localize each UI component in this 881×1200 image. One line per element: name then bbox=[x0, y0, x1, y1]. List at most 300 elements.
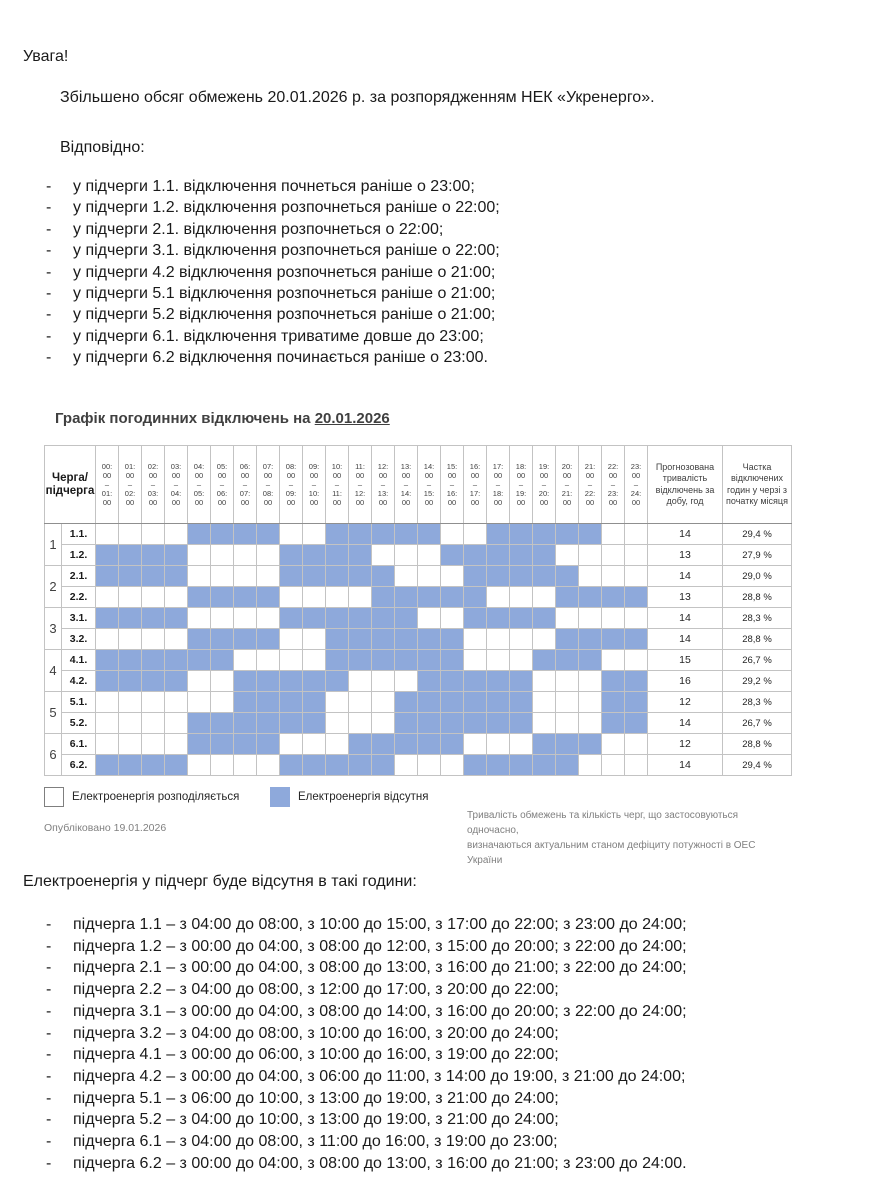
outage-hour-cell bbox=[464, 587, 487, 608]
power-on-hour-cell bbox=[556, 608, 579, 629]
outage-hour-cell bbox=[395, 629, 418, 650]
outage-hour-cell bbox=[487, 566, 510, 587]
forecast-hours-cell: 14 bbox=[648, 608, 723, 629]
bullet-dash: - bbox=[46, 937, 52, 955]
outage-hour-cell bbox=[142, 671, 165, 692]
subqueue-label-cell: 5.1. bbox=[62, 692, 96, 713]
power-on-hour-cell bbox=[372, 713, 395, 734]
power-on-hour-cell bbox=[280, 587, 303, 608]
outage-hour-cell bbox=[119, 545, 142, 566]
outage-hour-cell bbox=[556, 566, 579, 587]
outage-hour-cell bbox=[556, 587, 579, 608]
outage-hour-cell bbox=[556, 755, 579, 776]
list-item-text: підчерга 2.2 – з 04:00 до 08:00, з 12:00 до 17:00, з 20:00 до 22:00; bbox=[73, 981, 559, 999]
power-on-hour-cell bbox=[418, 545, 441, 566]
power-on-hour-cell bbox=[234, 545, 257, 566]
power-on-hour-cell bbox=[579, 545, 602, 566]
power-on-hour-cell bbox=[556, 671, 579, 692]
list-item bbox=[46, 262, 856, 283]
list-item-text: підчерга 1.1 – з 04:00 до 08:00, з 10:00 до 15:00, з 17:00 до 22:00; з 23:00 до 24:00; bbox=[73, 916, 687, 933]
power-on-hour-cell bbox=[556, 545, 579, 566]
outage-hour-cell bbox=[119, 755, 142, 776]
outage-hour-cell bbox=[533, 650, 556, 671]
outage-hour-cell bbox=[395, 587, 418, 608]
outage-hour-cell bbox=[303, 713, 326, 734]
outage-table bbox=[44, 445, 792, 776]
list-item-text: у підчерги 6.2 відключення починається раніше о 23:00. bbox=[73, 349, 488, 367]
queue-number-cell: 2 bbox=[45, 566, 62, 608]
power-on-hour-cell bbox=[395, 671, 418, 692]
power-on-hour-cell bbox=[188, 566, 211, 587]
outage-hour-cell bbox=[487, 692, 510, 713]
chart-legend bbox=[44, 787, 428, 807]
outage-hour-cell bbox=[188, 713, 211, 734]
power-on-hour-cell bbox=[487, 650, 510, 671]
outage-hour-cell bbox=[602, 713, 625, 734]
power-on-hour-cell bbox=[395, 566, 418, 587]
forecast-hours-cell: 15 bbox=[648, 650, 723, 671]
outage-hour-cell bbox=[533, 566, 556, 587]
outage-hour-cell bbox=[510, 755, 533, 776]
subqueue-label-cell: 1.2. bbox=[62, 545, 96, 566]
power-on-hour-cell bbox=[533, 629, 556, 650]
power-on-hour-cell bbox=[372, 671, 395, 692]
outage-hour-cell bbox=[142, 545, 165, 566]
power-on-hour-cell bbox=[533, 587, 556, 608]
chart-title-date: 20.01.2026 bbox=[314, 410, 390, 427]
power-on-hour-cell bbox=[602, 545, 625, 566]
list-item bbox=[46, 1044, 871, 1066]
power-on-hour-cell bbox=[556, 713, 579, 734]
outage-hour-cell bbox=[510, 545, 533, 566]
outage-hour-cell bbox=[165, 650, 188, 671]
power-on-hour-cell bbox=[602, 524, 625, 545]
power-on-hour-cell bbox=[188, 755, 211, 776]
power-on-hour-cell bbox=[119, 734, 142, 755]
power-on-hour-cell bbox=[510, 650, 533, 671]
outage-hour-cell bbox=[418, 650, 441, 671]
list-item-text: підчерга 3.2 – з 04:00 до 08:00, з 10:00 до 16:00, з 20:00 до 24:00; bbox=[73, 1024, 559, 1042]
forecast-hours-cell: 13 bbox=[648, 587, 723, 608]
forecast-hours-cell: 14 bbox=[648, 755, 723, 776]
power-on-hour-cell bbox=[303, 587, 326, 608]
outage-hour-cell bbox=[119, 650, 142, 671]
power-on-hour-cell bbox=[533, 671, 556, 692]
power-on-hour-cell bbox=[96, 692, 119, 713]
outage-hour-cell bbox=[441, 713, 464, 734]
outage-hour-cell bbox=[211, 587, 234, 608]
published-date: Опубліковано 19.01.2026 bbox=[44, 822, 167, 834]
bullet-dash: - bbox=[46, 199, 52, 217]
outage-hour-cell bbox=[395, 692, 418, 713]
list-item-text: підчерга 6.2 – з 00:00 до 04:00, з 08:00 до 13:00, з 16:00 до 21:00; з 23:00 до 24:00. bbox=[73, 1154, 687, 1172]
forecast-hours-cell: 13 bbox=[648, 545, 723, 566]
outage-hour-cell bbox=[188, 629, 211, 650]
outage-hour-cell bbox=[326, 650, 349, 671]
outage-hour-cell bbox=[556, 524, 579, 545]
hour-header-cell: 05: 00 – 06: 00 bbox=[211, 446, 234, 524]
hour-header-cell: 08: 00 – 09: 00 bbox=[280, 446, 303, 524]
outage-hour-cell bbox=[510, 524, 533, 545]
outage-hour-cell bbox=[234, 524, 257, 545]
outage-hour-cell bbox=[303, 755, 326, 776]
bullet-dash: - bbox=[46, 1024, 52, 1042]
queue-number-cell: 6 bbox=[45, 734, 62, 776]
power-on-hour-cell bbox=[188, 692, 211, 713]
share-percent-cell: 27,9 % bbox=[723, 545, 792, 566]
subqueue-label-cell: 1.1. bbox=[62, 524, 96, 545]
outage-hour-cell bbox=[280, 566, 303, 587]
forecast-duration-header: Прогнозована тривалість відключень за добу, год bbox=[648, 446, 723, 524]
hour-header-cell: 02: 00 – 03: 00 bbox=[142, 446, 165, 524]
power-on-hour-cell bbox=[234, 755, 257, 776]
list-item bbox=[46, 283, 856, 304]
bullet-dash: - bbox=[46, 981, 52, 999]
bullet-dash: - bbox=[46, 1067, 52, 1085]
outage-hour-cell bbox=[257, 629, 280, 650]
outage-hour-cell bbox=[349, 734, 372, 755]
share-percent-cell: 28,3 % bbox=[723, 608, 792, 629]
hour-header-cell: 13: 00 – 14: 00 bbox=[395, 446, 418, 524]
chart-title-text: Графік погодинних відключень на bbox=[55, 410, 315, 427]
list-item bbox=[46, 240, 856, 261]
outage-hour-cell bbox=[418, 671, 441, 692]
intro-paragraph: Збільшено обсяг обмежень 20.01.2026 р. за розпорядженням НЕК «Укренерго». bbox=[60, 89, 655, 106]
list-item-text: підчерга 3.1 – з 00:00 до 04:00, з 08:00 до 14:00, з 16:00 до 20:00; з 22:00 до 24:00; bbox=[73, 1002, 687, 1020]
outage-hour-cell bbox=[96, 608, 119, 629]
outage-hour-cell bbox=[96, 755, 119, 776]
power-on-hour-cell bbox=[257, 566, 280, 587]
bullet-dash: - bbox=[46, 916, 52, 933]
share-percent-cell: 29,0 % bbox=[723, 566, 792, 587]
share-percent-cell: 29,4 % bbox=[723, 755, 792, 776]
power-on-hour-cell bbox=[142, 629, 165, 650]
forecast-hours-cell: 12 bbox=[648, 692, 723, 713]
bullet-dash: - bbox=[46, 1089, 52, 1107]
outage-hour-cell bbox=[326, 671, 349, 692]
list-item bbox=[46, 1023, 871, 1045]
hour-header-cell: 20: 00 – 21: 00 bbox=[556, 446, 579, 524]
outage-hour-cell bbox=[211, 524, 234, 545]
power-on-hour-cell bbox=[165, 713, 188, 734]
hour-header-cell: 07: 00 – 08: 00 bbox=[257, 446, 280, 524]
outage-hour-cell bbox=[441, 545, 464, 566]
power-on-hour-cell bbox=[441, 566, 464, 587]
power-on-hour-cell bbox=[96, 629, 119, 650]
outage-hour-cell bbox=[441, 671, 464, 692]
table-header-row bbox=[45, 446, 792, 524]
outage-hour-cell bbox=[257, 587, 280, 608]
power-on-hour-cell bbox=[303, 629, 326, 650]
power-on-hour-cell bbox=[188, 671, 211, 692]
outage-hour-cell bbox=[372, 755, 395, 776]
outage-hour-cell bbox=[441, 629, 464, 650]
outage-hour-cell bbox=[326, 755, 349, 776]
outage-hour-cell bbox=[464, 608, 487, 629]
power-on-hour-cell bbox=[625, 524, 648, 545]
outage-hour-cell bbox=[510, 671, 533, 692]
power-on-hour-cell bbox=[625, 608, 648, 629]
power-on-hour-cell bbox=[326, 713, 349, 734]
outage-hour-cell bbox=[487, 524, 510, 545]
bullet-dash: - bbox=[46, 1046, 52, 1064]
power-on-hour-cell bbox=[96, 734, 119, 755]
power-on-hour-cell bbox=[395, 545, 418, 566]
outage-hour-cell bbox=[349, 629, 372, 650]
power-on-hour-cell bbox=[165, 734, 188, 755]
power-on-hour-cell bbox=[510, 734, 533, 755]
power-on-hour-cell bbox=[165, 692, 188, 713]
power-on-hour-cell bbox=[326, 734, 349, 755]
outage-hour-cell bbox=[464, 713, 487, 734]
outage-hour-cell bbox=[579, 650, 602, 671]
outage-hour-cell bbox=[372, 629, 395, 650]
changes-list bbox=[46, 176, 856, 369]
power-on-hour-cell bbox=[349, 587, 372, 608]
outage-hour-cell bbox=[464, 692, 487, 713]
outage-hour-cell bbox=[602, 671, 625, 692]
hour-header-cell: 15: 00 – 16: 00 bbox=[441, 446, 464, 524]
list-item bbox=[46, 979, 871, 1001]
power-on-hour-cell bbox=[372, 545, 395, 566]
outage-hour-cell bbox=[418, 524, 441, 545]
outage-hour-cell bbox=[372, 650, 395, 671]
power-on-hour-cell bbox=[257, 545, 280, 566]
hour-header-cell: 23: 00 – 24: 00 bbox=[625, 446, 648, 524]
bullet-dash: - bbox=[46, 1111, 52, 1129]
outage-hour-cell bbox=[234, 671, 257, 692]
share-percent-cell: 29,4 % bbox=[723, 524, 792, 545]
outage-hour-cell bbox=[303, 608, 326, 629]
outage-hour-cell bbox=[625, 713, 648, 734]
hour-header-cell: 00: 00 – 01: 00 bbox=[96, 446, 119, 524]
queue-number-cell: 4 bbox=[45, 650, 62, 692]
power-on-hour-cell bbox=[372, 692, 395, 713]
power-on-hour-cell bbox=[349, 713, 372, 734]
power-on-hour-cell bbox=[349, 671, 372, 692]
list-item-text: у підчерги 4.2 відключення розпочнеться раніше о 21:00; bbox=[73, 263, 496, 281]
table-row-6.2 bbox=[45, 755, 792, 776]
note-line-1: Тривалість обмежень та кількість черг, що застосовуються одночасно, bbox=[467, 810, 739, 836]
outage-hour-cell bbox=[96, 650, 119, 671]
power-on-hour-cell bbox=[96, 524, 119, 545]
share-percent-cell: 28,3 % bbox=[723, 692, 792, 713]
table-row-6.1 bbox=[45, 734, 792, 755]
power-on-hour-cell bbox=[119, 629, 142, 650]
forecast-hours-cell: 14 bbox=[648, 713, 723, 734]
power-on-hour-cell bbox=[602, 608, 625, 629]
power-on-hour-cell bbox=[625, 566, 648, 587]
outage-hour-cell bbox=[464, 755, 487, 776]
power-on-hour-cell bbox=[602, 734, 625, 755]
outage-hour-cell bbox=[372, 587, 395, 608]
hour-header-cell: 16: 00 – 17: 00 bbox=[464, 446, 487, 524]
outage-hour-cell bbox=[165, 566, 188, 587]
power-on-hour-cell bbox=[280, 524, 303, 545]
list-item-text: підчерга 2.1 – з 00:00 до 04:00, з 08:00 до 13:00, з 16:00 до 21:00; з 22:00 до 24:00; bbox=[73, 959, 687, 977]
forecast-hours-cell: 12 bbox=[648, 734, 723, 755]
list-item-text: у підчерги 5.2 відключення розпочнеться раніше о 21:00; bbox=[73, 306, 496, 324]
power-on-hour-cell bbox=[625, 545, 648, 566]
power-on-hour-cell bbox=[418, 566, 441, 587]
outage-hour-cell bbox=[119, 566, 142, 587]
table-row-4.2 bbox=[45, 671, 792, 692]
list-item bbox=[46, 347, 856, 368]
subqueue-label-cell: 4.2. bbox=[62, 671, 96, 692]
outage-hour-cell bbox=[579, 524, 602, 545]
outage-hour-cell bbox=[165, 671, 188, 692]
hour-header-cell: 14: 00 – 15: 00 bbox=[418, 446, 441, 524]
outage-hour-cell bbox=[326, 545, 349, 566]
power-on-hour-cell bbox=[142, 692, 165, 713]
note-line-2: визначаються актуальним станом дефіциту потужності в ОЕС України bbox=[467, 840, 756, 866]
list-item bbox=[46, 176, 856, 197]
power-on-hour-cell bbox=[119, 587, 142, 608]
outage-hour-cell bbox=[188, 650, 211, 671]
outage-hour-cell bbox=[625, 671, 648, 692]
list-item-text: підчерга 5.1 – з 06:00 до 10:00, з 13:00 до 19:00, з 21:00 до 24:00; bbox=[73, 1089, 559, 1107]
bullet-dash: - bbox=[46, 959, 52, 977]
power-on-hour-cell bbox=[487, 629, 510, 650]
outage-hour-cell bbox=[257, 671, 280, 692]
list-item-text: у підчерги 5.1 відключення розпочнеться раніше о 21:00; bbox=[73, 285, 496, 303]
power-on-hour-cell bbox=[533, 692, 556, 713]
outage-hour-cell bbox=[372, 608, 395, 629]
outage-hour-cell bbox=[349, 608, 372, 629]
outage-hour-cell bbox=[556, 734, 579, 755]
outage-hour-cell bbox=[487, 608, 510, 629]
outage-hour-cell bbox=[418, 734, 441, 755]
list-item bbox=[46, 1088, 871, 1110]
table-row-2.1 bbox=[45, 566, 792, 587]
outage-hour-cell bbox=[257, 524, 280, 545]
power-on-hour-cell bbox=[211, 671, 234, 692]
list-item-text: підчерга 6.1 – з 04:00 до 08:00, з 11:00 до 16:00, з 19:00 до 23:00; bbox=[73, 1133, 558, 1151]
outage-hour-cell bbox=[142, 755, 165, 776]
power-on-hour-cell bbox=[349, 692, 372, 713]
outage-hour-cell bbox=[280, 692, 303, 713]
legend-swatch-power-off bbox=[270, 787, 290, 807]
hour-header-cell: 11: 00 – 12: 00 bbox=[349, 446, 372, 524]
power-on-hour-cell bbox=[119, 713, 142, 734]
outage-hour-cell bbox=[326, 608, 349, 629]
outage-hour-cell bbox=[556, 629, 579, 650]
outage-hour-cell bbox=[142, 650, 165, 671]
outage-hour-cell bbox=[372, 734, 395, 755]
power-on-hour-cell bbox=[165, 524, 188, 545]
outage-hour-cell bbox=[418, 629, 441, 650]
bullet-dash: - bbox=[46, 220, 52, 238]
outage-hour-cell bbox=[533, 755, 556, 776]
outage-hours-list bbox=[46, 914, 871, 1174]
power-on-hour-cell bbox=[96, 587, 119, 608]
share-percent-cell: 28,8 % bbox=[723, 587, 792, 608]
power-on-hour-cell bbox=[579, 671, 602, 692]
outage-hour-cell bbox=[510, 608, 533, 629]
outage-hour-cell bbox=[418, 713, 441, 734]
power-on-hour-cell bbox=[257, 608, 280, 629]
subqueue-label-cell: 5.2. bbox=[62, 713, 96, 734]
outage-hour-cell bbox=[165, 608, 188, 629]
outage-schedule-chart bbox=[44, 445, 792, 776]
outage-hour-cell bbox=[441, 734, 464, 755]
power-on-hour-cell bbox=[165, 587, 188, 608]
power-on-hour-cell bbox=[441, 755, 464, 776]
power-on-hour-cell bbox=[326, 692, 349, 713]
outage-hour-cell bbox=[165, 545, 188, 566]
list-item bbox=[46, 197, 856, 218]
subqueue-label-cell: 4.1. bbox=[62, 650, 96, 671]
outage-hour-cell bbox=[119, 608, 142, 629]
bullet-dash: - bbox=[46, 327, 52, 345]
outage-hour-cell bbox=[395, 650, 418, 671]
power-on-hour-cell bbox=[119, 524, 142, 545]
power-on-hour-cell bbox=[211, 566, 234, 587]
table-row-3.1 bbox=[45, 608, 792, 629]
outage-hour-cell bbox=[280, 671, 303, 692]
outage-hour-cell bbox=[303, 671, 326, 692]
power-on-hour-cell bbox=[579, 566, 602, 587]
bullet-dash: - bbox=[46, 285, 52, 303]
power-on-hour-cell bbox=[625, 650, 648, 671]
power-on-hour-cell bbox=[579, 755, 602, 776]
power-on-hour-cell bbox=[303, 650, 326, 671]
queue-number-cell: 5 bbox=[45, 692, 62, 734]
list-item-text: підчерга 4.2 – з 00:00 до 04:00, з 06:00 до 11:00, з 14:00 до 19:00, з 21:00 до 24:00; bbox=[73, 1067, 686, 1085]
outage-hour-cell bbox=[533, 524, 556, 545]
outage-hour-cell bbox=[441, 692, 464, 713]
outage-hour-cell bbox=[142, 608, 165, 629]
chart-title bbox=[55, 410, 390, 427]
list-item bbox=[46, 957, 871, 979]
subqueue-label-cell: 6.1. bbox=[62, 734, 96, 755]
list-item bbox=[46, 1066, 871, 1088]
outage-hour-cell bbox=[165, 755, 188, 776]
power-on-hour-cell bbox=[464, 650, 487, 671]
outage-hour-cell bbox=[510, 692, 533, 713]
forecast-hours-cell: 16 bbox=[648, 671, 723, 692]
outage-hour-cell bbox=[533, 734, 556, 755]
attention-heading: Увага! bbox=[23, 48, 69, 65]
outage-hour-cell bbox=[349, 524, 372, 545]
power-on-hour-cell bbox=[188, 608, 211, 629]
share-percent-cell: 26,7 % bbox=[723, 713, 792, 734]
outage-hour-cell bbox=[211, 734, 234, 755]
outage-hour-cell bbox=[257, 692, 280, 713]
outage-hour-cell bbox=[142, 566, 165, 587]
list-item-text: у підчерги 2.1. відключення розпочнеться о 22:00; bbox=[73, 220, 444, 238]
table-row-1.1 bbox=[45, 524, 792, 545]
outage-hour-cell bbox=[349, 650, 372, 671]
capacity-deficit-note bbox=[467, 808, 787, 868]
outage-hour-cell bbox=[441, 650, 464, 671]
queue-number-cell: 1 bbox=[45, 524, 62, 566]
hour-header-cell: 09: 00 – 10: 00 bbox=[303, 446, 326, 524]
power-on-hour-cell bbox=[211, 755, 234, 776]
outage-hour-cell bbox=[395, 734, 418, 755]
outage-hour-cell bbox=[188, 524, 211, 545]
forecast-hours-cell: 14 bbox=[648, 629, 723, 650]
bullet-dash: - bbox=[46, 306, 52, 324]
outage-hour-cell bbox=[303, 566, 326, 587]
forecast-hours-cell: 14 bbox=[648, 524, 723, 545]
outage-hour-cell bbox=[349, 566, 372, 587]
list-item bbox=[46, 1001, 871, 1023]
power-on-hour-cell bbox=[119, 692, 142, 713]
outage-hour-cell bbox=[464, 671, 487, 692]
bullet-dash: - bbox=[46, 349, 52, 367]
subqueue-label-cell: 2.1. bbox=[62, 566, 96, 587]
